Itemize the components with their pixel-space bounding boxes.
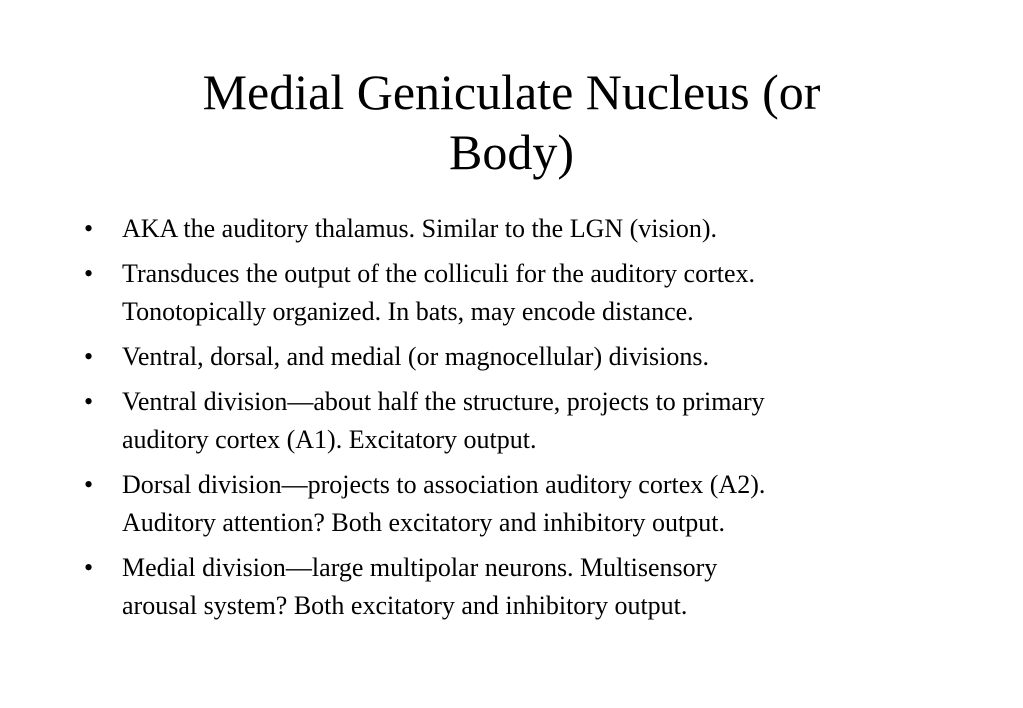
- bullet-text-line: Medial division—large multipolar neurons. Multisensory: [122, 553, 718, 582]
- bullet-text-line: arousal system? Both excitatory and inhibitory output.: [122, 591, 688, 620]
- bullet-item-dorsal-division: [84, 466, 944, 542]
- bullet-icon: •: [84, 387, 94, 416]
- bullet-icon: •: [84, 214, 94, 243]
- bullet-item-ventral-division: [84, 383, 944, 459]
- bullet-icon: •: [84, 553, 94, 582]
- bullet-text-line: Tonotopically organized. In bats, may encode distance.: [122, 297, 694, 326]
- bullet-text-line: Ventral, dorsal, and medial (or magnocellular) divisions.: [122, 342, 710, 371]
- title-line-1: Medial Geniculate Nucleus (or: [202, 64, 821, 120]
- bullet-icon: •: [84, 259, 94, 288]
- slide-title: [60, 62, 963, 182]
- bullet-item-transduces: [84, 255, 944, 331]
- title-line-2: Body): [449, 124, 574, 180]
- bullet-item-medial-division: [84, 549, 944, 625]
- bullet-icon: •: [84, 470, 94, 499]
- bullet-text-line: Transduces the output of the colliculi for the auditory cortex.: [122, 259, 756, 288]
- bullet-text-line: Ventral division—about half the structure, projects to primary: [122, 387, 765, 416]
- bullet-text-line: auditory cortex (A1). Excitatory output.: [122, 425, 537, 454]
- bullet-text-line: Auditory attention? Both excitatory and inhibitory output.: [122, 508, 725, 537]
- bullet-item-divisions: [84, 338, 944, 376]
- bullet-text-line: Dorsal division—projects to association auditory cortex (A2).: [122, 470, 766, 499]
- bullet-text-line: AKA the auditory thalamus. Similar to the LGN (vision).: [122, 214, 718, 243]
- bullet-item-auditory-thalamus: [84, 210, 944, 248]
- bullet-list: [84, 210, 944, 632]
- bullet-icon: •: [84, 342, 94, 371]
